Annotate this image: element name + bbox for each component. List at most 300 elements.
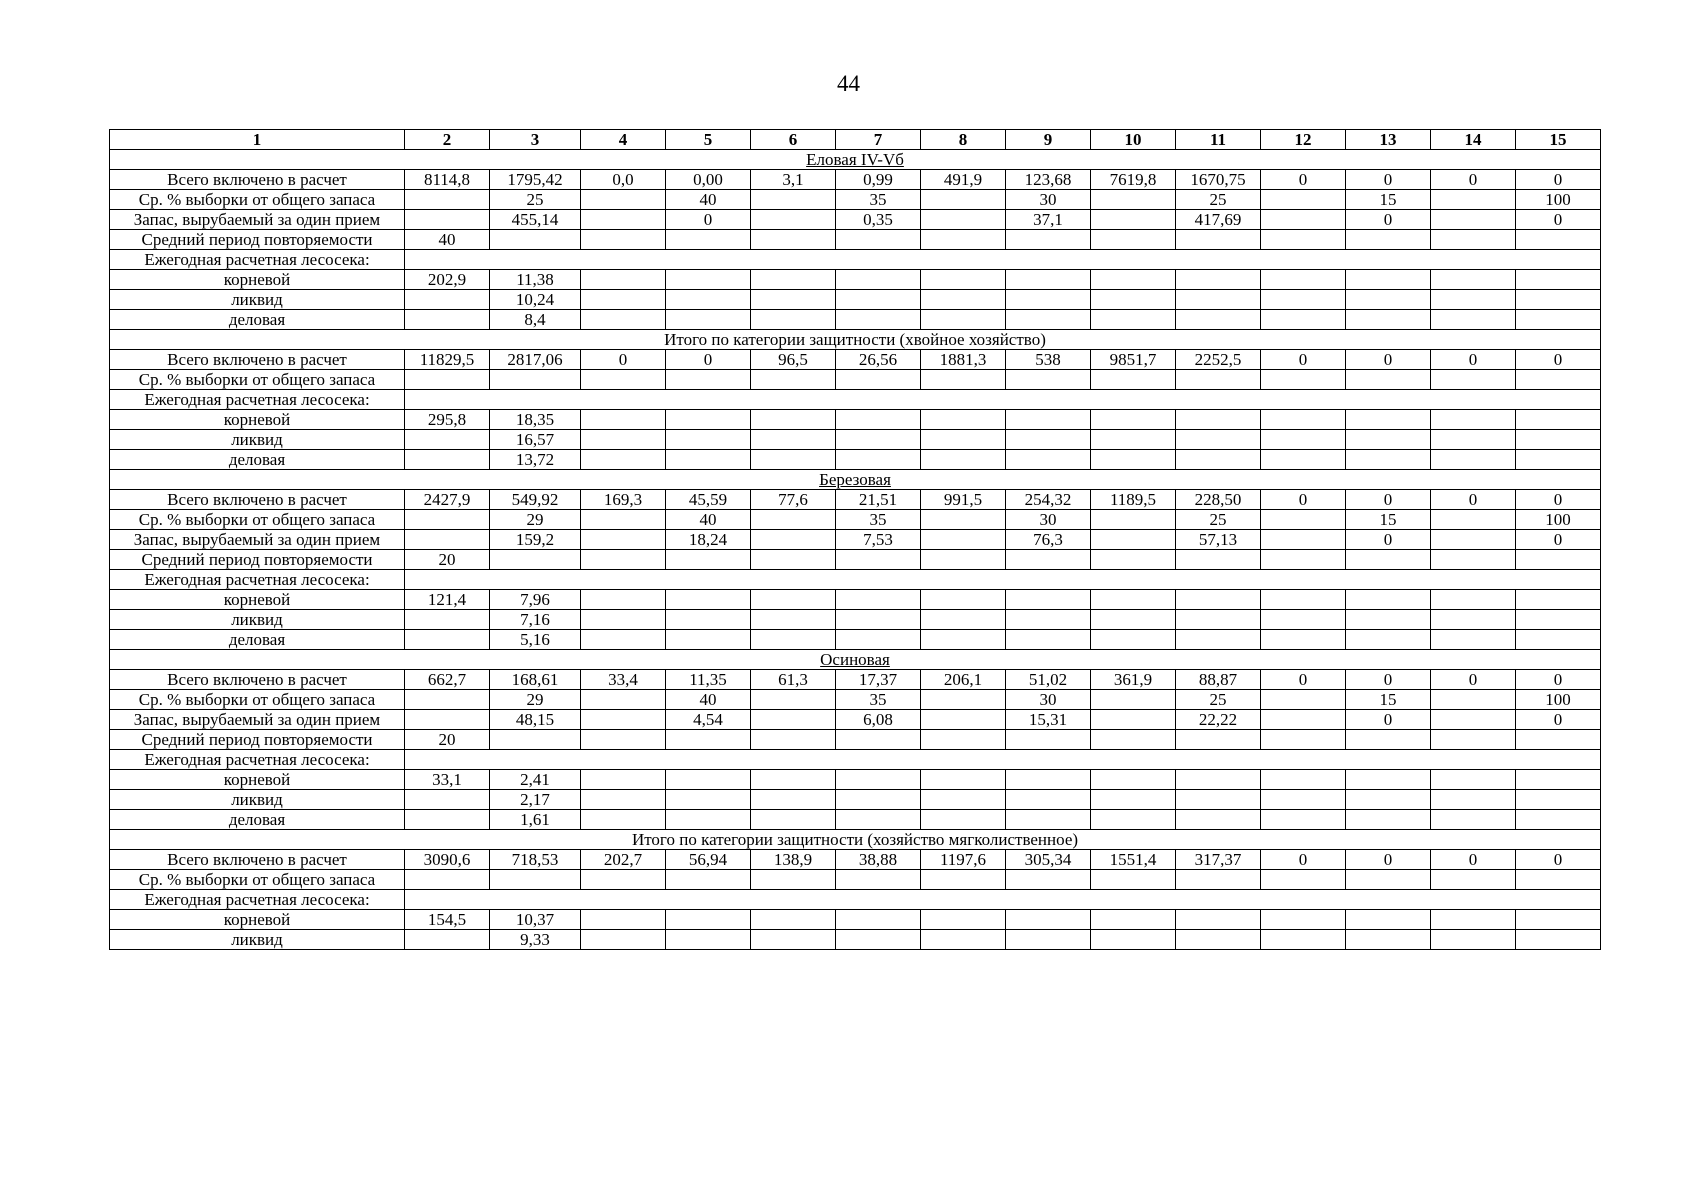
table-row [110,750,1601,770]
table-cell [1176,590,1261,610]
table-cell [1091,410,1176,430]
table-cell [1091,770,1176,790]
table-cell [1006,930,1091,950]
table-cell [581,230,666,250]
column-header: 8 [921,130,1006,150]
table-cell [836,290,921,310]
table-cell: 0 [1516,670,1601,690]
table-cell [1091,230,1176,250]
table-cell [1431,430,1516,450]
table-cell [1346,230,1431,250]
table-body [110,150,1601,950]
table-cell [751,730,836,750]
table-cell [836,930,921,950]
table-row [110,910,1601,930]
row-label: ликвид [110,610,405,630]
row-label: ликвид [110,290,405,310]
table-cell [1176,810,1261,830]
table-cell [1176,290,1261,310]
table-cell [1516,770,1601,790]
column-header: 13 [1346,130,1431,150]
table-cell [1091,590,1176,610]
table-cell [1431,550,1516,570]
column-header: 7 [836,130,921,150]
table-cell [1346,290,1431,310]
table-cell: 0 [1346,210,1431,230]
table-cell: 417,69 [1176,210,1261,230]
table-cell: 254,32 [1006,490,1091,510]
table-row [110,530,1601,550]
column-header: 12 [1261,130,1346,150]
table-cell [921,450,1006,470]
table-cell [581,910,666,930]
table-cell: 0 [1516,170,1601,190]
table-cell [921,790,1006,810]
row-label: Ср. % выборки от общего запаса [110,870,405,890]
table-cell [836,870,921,890]
table-row [110,230,1601,250]
table-cell [1346,410,1431,430]
table-cell [1431,310,1516,330]
table-cell [751,610,836,630]
row-label: Ежегодная расчетная лесосека: [110,570,405,590]
table-row [110,690,1601,710]
column-header: 15 [1516,130,1601,150]
table-cell [836,550,921,570]
table-cell [751,230,836,250]
table-cell: 7,53 [836,530,921,550]
table-cell [921,770,1006,790]
table-cell [751,370,836,390]
section-row [110,150,1601,170]
table-cell: 21,51 [836,490,921,510]
table-cell [1091,210,1176,230]
table-cell [1176,550,1261,570]
table-cell: 0 [1261,170,1346,190]
table-cell [921,730,1006,750]
table-cell [921,550,1006,570]
header-row [110,130,1601,150]
table-cell [490,370,581,390]
table-cell [836,270,921,290]
table-cell: 138,9 [751,850,836,870]
table-row [110,290,1601,310]
column-header: 5 [666,130,751,150]
category-total-title: Итого по категории защитности (хозяйство мягколиственное) [110,830,1601,850]
table-cell [490,230,581,250]
table-cell: 0 [1431,170,1516,190]
table-cell: 30 [1006,510,1091,530]
table-cell: 37,1 [1006,210,1091,230]
table-cell [1091,450,1176,470]
table-row [110,210,1601,230]
table-cell [1516,790,1601,810]
table-cell: 0 [1261,850,1346,870]
table-cell [1091,930,1176,950]
table-cell: 45,59 [666,490,751,510]
table-cell [581,210,666,230]
row-label: Всего включено в расчет [110,490,405,510]
table-cell [1261,730,1346,750]
table-cell [751,270,836,290]
table-cell [1176,910,1261,930]
table-cell [405,630,490,650]
table-cell: 0 [1346,490,1431,510]
table-cell [1261,430,1346,450]
table-cell [1261,870,1346,890]
table-cell [1431,790,1516,810]
table-cell [921,630,1006,650]
table-cell [836,590,921,610]
table-cell: 0 [1516,210,1601,230]
table-cell [921,710,1006,730]
table-cell [1346,430,1431,450]
table-cell: 7,96 [490,590,581,610]
table-cell [1516,370,1601,390]
table-cell [751,290,836,310]
table-cell [1091,510,1176,530]
section-row [110,650,1601,670]
table-cell: 305,34 [1006,850,1091,870]
row-label: Всего включено в расчет [110,670,405,690]
table-cell: 7619,8 [1091,170,1176,190]
table-cell [405,690,490,710]
table-cell [751,430,836,450]
table-cell [405,310,490,330]
table-header [110,130,1601,150]
table-cell: 168,61 [490,670,581,690]
table-row [110,390,1601,410]
table-cell: 13,72 [490,450,581,470]
table-cell: 10,37 [490,910,581,930]
table-row [110,410,1601,430]
table-cell [751,590,836,610]
table-cell [581,630,666,650]
table-cell: 17,37 [836,670,921,690]
table-cell [1516,230,1601,250]
table-cell [1006,230,1091,250]
table-cell: 0 [1516,530,1601,550]
table-cell [1431,730,1516,750]
table-cell [751,910,836,930]
table-cell: 30 [1006,690,1091,710]
table-cell [1261,630,1346,650]
table-cell [836,410,921,430]
table-cell [581,730,666,750]
table-cell [1261,310,1346,330]
table-row [110,550,1601,570]
column-header: 1 [110,130,405,150]
section-row [110,330,1601,350]
row-label: корневой [110,270,405,290]
table-cell [921,230,1006,250]
row-label: Запас, вырубаемый за один прием [110,530,405,550]
table-cell [581,810,666,830]
table-cell: 18,24 [666,530,751,550]
table-cell [921,910,1006,930]
table-cell [1006,310,1091,330]
table-cell [581,450,666,470]
table-cell [1431,630,1516,650]
table-cell [666,790,751,810]
table-cell [1516,290,1601,310]
category-total-title: Итого по категории защитности (хвойное хозяйство) [110,330,1601,350]
table-cell [581,690,666,710]
table-cell: 9,33 [490,930,581,950]
table-cell [1431,870,1516,890]
table-cell [666,550,751,570]
table-cell [1346,910,1431,930]
table-cell: 0,0 [581,170,666,190]
table-cell [921,430,1006,450]
table-cell: 0 [1346,710,1431,730]
table-cell [921,870,1006,890]
row-label: Запас, вырубаемый за один прием [110,710,405,730]
table-cell [921,410,1006,430]
table-cell [1261,790,1346,810]
table-cell: 40 [405,230,490,250]
table-cell: 40 [666,510,751,530]
column-header: 6 [751,130,836,150]
table-cell: 35 [836,190,921,210]
table-cell: 0 [1516,710,1601,730]
table-cell [836,610,921,630]
table-cell [921,290,1006,310]
table-cell [1516,910,1601,930]
table-cell [751,190,836,210]
table-cell [666,410,751,430]
table-cell [751,210,836,230]
table-cell [1091,710,1176,730]
table-cell: 25 [490,190,581,210]
table-cell: 3,1 [751,170,836,190]
table-cell [1431,510,1516,530]
table-cell [1176,370,1261,390]
table-row [110,510,1601,530]
table-cell [751,710,836,730]
table-cell [751,790,836,810]
table-cell [921,510,1006,530]
table-row [110,430,1601,450]
table-row [110,370,1601,390]
table-cell [666,770,751,790]
table-row [110,250,1601,270]
table-cell [1091,810,1176,830]
table-cell: 0 [1261,490,1346,510]
section-row [110,470,1601,490]
table-cell [1261,590,1346,610]
table-cell: 3090,6 [405,850,490,870]
table-cell [1431,590,1516,610]
table-cell [921,930,1006,950]
table-cell [1006,630,1091,650]
table-cell [1006,370,1091,390]
table-cell [405,530,490,550]
table-cell [1516,310,1601,330]
table-cell [921,190,1006,210]
table-cell: 100 [1516,510,1601,530]
table-cell [666,610,751,630]
table-cell: 0 [1261,350,1346,370]
table-cell [921,610,1006,630]
table-cell: 0,00 [666,170,751,190]
table-cell: 154,5 [405,910,490,930]
table-row [110,730,1601,750]
table-cell [1346,270,1431,290]
table-cell [1176,730,1261,750]
table-cell: 88,87 [1176,670,1261,690]
table-cell [1006,610,1091,630]
table-cell [581,410,666,430]
empty-span-cell [405,750,1601,770]
table-cell [1516,450,1601,470]
table-cell [1516,430,1601,450]
table-cell [751,870,836,890]
table-row [110,810,1601,830]
table-cell [1091,690,1176,710]
table-cell [1006,410,1091,430]
table-cell [1431,710,1516,730]
table-cell [405,290,490,310]
row-label: корневой [110,590,405,610]
table-cell [1431,290,1516,310]
column-header: 9 [1006,130,1091,150]
row-label: Ежегодная расчетная лесосека: [110,750,405,770]
table-cell [1431,210,1516,230]
table-cell [836,770,921,790]
table-cell [581,530,666,550]
table-cell: 51,02 [1006,670,1091,690]
table-cell [836,730,921,750]
table-cell [490,550,581,570]
table-cell [1516,550,1601,570]
empty-span-cell [405,570,1601,590]
table-cell [1346,870,1431,890]
table-cell [1091,270,1176,290]
table-cell [1431,810,1516,830]
table-cell [1431,690,1516,710]
table-cell: 169,3 [581,490,666,510]
table-cell [1261,810,1346,830]
table-cell [1431,230,1516,250]
table-cell: 2252,5 [1176,350,1261,370]
table-cell: 1189,5 [1091,490,1176,510]
table-cell: 11829,5 [405,350,490,370]
page-number: 44 [837,71,860,96]
table-cell [836,910,921,930]
table-cell [1176,630,1261,650]
table-cell [1516,930,1601,950]
row-label: Средний период повторяемости [110,230,405,250]
table-row [110,570,1601,590]
table-cell [1516,730,1601,750]
table-cell [1516,610,1601,630]
table-row [110,770,1601,790]
table-cell [1346,450,1431,470]
table-cell [1006,790,1091,810]
table-cell [836,630,921,650]
table-cell [921,810,1006,830]
section-title: Березовая [110,470,1601,490]
table-cell [581,610,666,630]
table-cell [1176,870,1261,890]
table-cell: 1,61 [490,810,581,830]
table-cell: 0 [581,350,666,370]
table-cell [581,790,666,810]
table-cell [836,810,921,830]
table-cell [751,310,836,330]
column-header: 2 [405,130,490,150]
row-label: Всего включено в расчет [110,170,405,190]
table-cell: 29 [490,690,581,710]
table-cell [1261,530,1346,550]
table-cell [490,730,581,750]
table-row [110,310,1601,330]
table-cell [1176,450,1261,470]
empty-span-cell [405,250,1601,270]
table-cell: 0 [1346,670,1431,690]
table-cell [1176,430,1261,450]
table-cell [1261,290,1346,310]
table-cell [581,930,666,950]
table-cell [1006,450,1091,470]
table-cell: 25 [1176,690,1261,710]
table-row [110,670,1601,690]
table-row [110,450,1601,470]
table-cell [1516,410,1601,430]
table-cell [1431,410,1516,430]
empty-span-cell [405,890,1601,910]
row-label: Ср. % выборки от общего запаса [110,510,405,530]
table-cell [405,210,490,230]
table-cell [836,430,921,450]
row-label: Ср. % выборки от общего запаса [110,690,405,710]
table-cell [405,810,490,830]
table-cell [1091,790,1176,810]
section-row [110,830,1601,850]
table-cell: 538 [1006,350,1091,370]
table-cell: 8114,8 [405,170,490,190]
table-cell [1431,530,1516,550]
table-cell: 33,1 [405,770,490,790]
table-cell [1091,190,1176,210]
table-cell [1091,530,1176,550]
row-label: Ср. % выборки от общего запаса [110,190,405,210]
table-cell [1261,710,1346,730]
table-cell: 2,17 [490,790,581,810]
table-cell [1431,190,1516,210]
table-cell [836,370,921,390]
table-cell: 15 [1346,190,1431,210]
table-cell [1006,550,1091,570]
row-label: корневой [110,910,405,930]
table-cell [836,310,921,330]
table-cell: 0 [1431,850,1516,870]
table-row [110,850,1601,870]
table-cell: 40 [666,690,751,710]
table-cell [666,590,751,610]
table-cell: 121,4 [405,590,490,610]
table-cell: 35 [836,510,921,530]
table-cell: 0 [666,350,751,370]
table-cell: 100 [1516,690,1601,710]
table-cell [836,450,921,470]
table-cell: 0 [1261,670,1346,690]
table-cell [1261,410,1346,430]
table-cell [1091,630,1176,650]
table-cell: 4,54 [666,710,751,730]
table-row [110,590,1601,610]
